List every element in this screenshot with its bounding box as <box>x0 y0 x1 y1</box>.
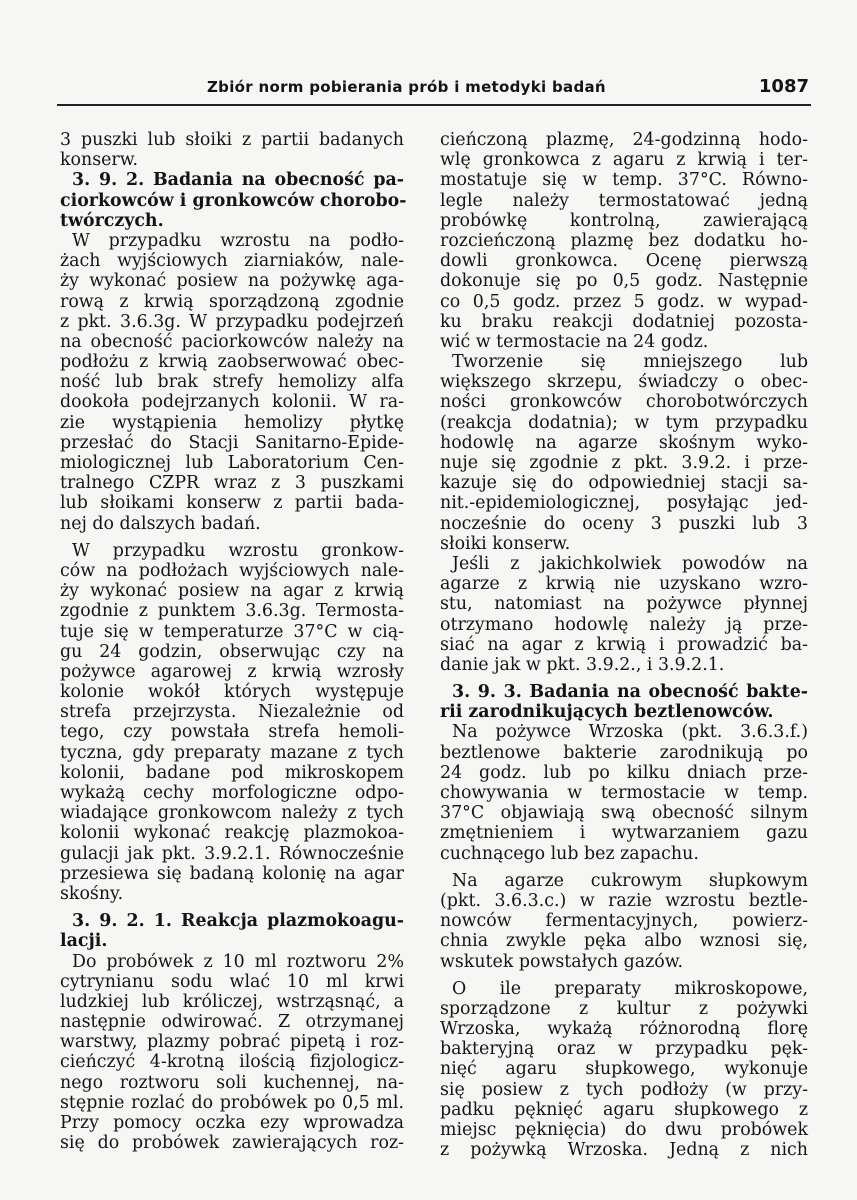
header-rule <box>57 104 811 106</box>
text-line: chnia zwykle pęka albo wznosi się, <box>440 931 808 952</box>
text-line: zmętnieniem i wytwarzaniem gazu <box>440 823 808 844</box>
text-line: 3 puszki lub słoiki z partii badanych <box>60 130 404 150</box>
text-line: nej do dalszych badań. <box>60 513 261 534</box>
text-line: ży wykonać posiew na agar z krwią <box>60 581 404 602</box>
text-line: Na pożywce Wrzoska (pkt. 3.6.3.f.) <box>452 722 808 743</box>
text-line: się posiew z tych podłoży (w przy- <box>440 1079 808 1100</box>
text-line: Przy pomocy oczka ezy wprowadza <box>60 1113 404 1133</box>
text-line: stu, natomiast na pożywce płynnej <box>440 594 808 615</box>
text-line: kolonii, badane pod mikroskopem <box>60 762 404 783</box>
text-line: mostatuje się w temp. 37°C. Równo- <box>440 170 808 191</box>
text-line: nocześnie do oceny 3 puszki lub 3 <box>440 513 808 534</box>
text-line: tego, czy powstała strefa hemoli- <box>60 722 404 743</box>
text-line: cieńczoną plazmę, 24-godzinną hodo- <box>440 130 808 150</box>
text-line: podłożu z krwią zaobserwować obec- <box>60 352 404 373</box>
text-line: stępnie rozlać do probówek po 0,5 ml. <box>60 1092 404 1113</box>
text-line: tralnego CZPR wraz z 3 puszkami <box>60 473 404 494</box>
text-line: miologicznej lub Laboratorium Cen- <box>60 453 404 473</box>
text-line: otrzymano hodowlę należy ją prze- <box>440 614 808 635</box>
running-title: Zbiór norm pobierania prób i metodyki badań <box>207 78 606 96</box>
text-line: większego skrzepu, świadczy o obec- <box>440 372 808 393</box>
text-line: kolonie wokół których występuje <box>60 682 404 703</box>
text-line: (pkt. 3.6.3.c.) w razie wzrostu beztle- <box>440 890 808 911</box>
text-line: 3. 9. 2. Badania na obecność pa- <box>72 170 404 191</box>
text-line: 24 godz. lub po kilku dniach prze- <box>440 762 808 783</box>
text-line: warstwy, plazmy pobrać pipetą i roz- <box>60 1032 404 1053</box>
text-line: ku braku reakcji dodatniej pozosta- <box>440 311 808 332</box>
text-line: probówkę kontrolną, zawierającą <box>440 210 808 231</box>
text-line: ludzkiej lub króliczej, wstrząsnąć, a <box>60 991 404 1012</box>
text-line: się do probówek zawierających roz- <box>60 1133 404 1154</box>
text-line: gu 24 godzin, obserwując czy na <box>60 641 404 662</box>
text-line: rii zarodnikujących beztlenowców. <box>440 702 774 723</box>
text-line: rozcieńczoną plazmę bez dodatku ho- <box>440 230 808 251</box>
text-line: hodowlę na agarze skośnym wyko- <box>440 432 808 453</box>
text-line: cieńczyć 4-krotną ilością fizjologicz- <box>60 1052 404 1073</box>
text-line: legle należy termostatować jedną <box>440 190 808 211</box>
text-line: W przypadku wzrostu na podło- <box>72 230 404 251</box>
text-line: rową z krwią sporządzoną zgodnie <box>60 291 404 312</box>
text-line: O ile preparaty mikroskopowe, <box>452 978 808 999</box>
text-line: zie wystąpienia hemolizy płytkę <box>60 412 404 433</box>
text-line: beztlenowe bakterie zarodnikują po <box>440 742 808 763</box>
text-line: twórczych. <box>60 210 164 231</box>
text-line: z pkt. 3.6.3g. W przypadku podejrzeń <box>60 311 404 332</box>
text-line: cytrynianu sodu wlać 10 ml krwi <box>60 971 404 992</box>
left-column <box>60 130 407 1154</box>
text-line: (reakcja dodatnia); w tym przypadku <box>440 412 808 433</box>
text-line: danie jak w pkt. 3.9.2., i 3.9.2.1. <box>440 654 725 675</box>
text-line: Do probówek z 10 ml roztworu 2% <box>72 951 404 972</box>
text-line: z pożywką Wrzoska. Jedną z nich <box>440 1140 808 1161</box>
text-line: przesłać do Stacji Sanitarno-Epide- <box>60 432 404 453</box>
text-line: wić w termostacie na 24 godz. <box>440 331 709 352</box>
text-line: kazuje się do odpowiedniej stacji sa- <box>440 473 808 494</box>
text-line: W przypadku wzrostu gronkow- <box>72 540 404 561</box>
text-line: wykażą cechy morfologiczne odpo- <box>60 783 404 803</box>
text-line: tuje się w temperaturze 37°C w cią- <box>60 621 404 642</box>
text-line: pożywce agarowej z krwią wzrosły <box>60 661 404 682</box>
text-line: agarze z krwią nie uzyskano wzro- <box>440 574 808 595</box>
text-line: nit.-epidemiologicznej, posyłając jed- <box>440 493 808 514</box>
text-line: bakteryjną oraz w przypadku pęk- <box>440 1039 808 1060</box>
text-line: nowców fermentacyjnych, powierz- <box>440 911 808 932</box>
text-line: sporządzone z kultur z pożywki <box>440 998 808 1019</box>
text-line: nięć agaru słupkowego, wykonuje <box>440 1059 808 1080</box>
text-line: dookoła podejrzanych kolonii. W ra- <box>60 392 404 413</box>
text-line: wskutek powstałych gazów. <box>440 951 684 972</box>
text-line: lub słoikami konserw z partii bada- <box>60 493 404 514</box>
text-line: konserw. <box>60 150 139 171</box>
text-line: tyczna, gdy preparaty mazane z tych <box>60 742 404 763</box>
text-line: Tworzenie się mniejszego lub <box>452 352 808 373</box>
text-line: wlę gronkowca z agaru z krwią i ter- <box>440 150 808 171</box>
text-line: skośny. <box>60 883 124 904</box>
text-line: Jeśli z jakichkolwiek powodów na <box>452 553 808 574</box>
text-line: 3. 9. 2. 1. Reakcja plazmokoagu- <box>72 911 404 932</box>
text-line: ność lub brak strefy hemolizy alfa <box>60 372 404 393</box>
text-line: dowli gronkowca. Ocenę pierwszą <box>440 251 808 272</box>
text-line: kolonii wykonać reakcję plazmokoa- <box>60 823 404 844</box>
text-line: następnie odwirować. Z otrzymanej <box>60 1012 404 1033</box>
text-line: dokonuje się po 0,5 godz. Następnie <box>440 271 808 292</box>
text-line: cuchnącego lub bez zapachu. <box>440 843 699 864</box>
text-line: słoiki konserw. <box>440 533 571 554</box>
text-line: nuje się zgodnie z pkt. 3.9.2. i prze- <box>440 453 808 473</box>
text-line: miejsc pęknięcia) do dwu probówek <box>440 1120 808 1140</box>
text-line: 3. 9. 3. Badania na obecność bakte- <box>452 682 808 703</box>
text-line: na obecność paciorkowców należy na <box>60 331 404 352</box>
text-line: przesiewa się badaną kolonię na agar <box>60 863 404 884</box>
text-line: siać na agar z krwią i prowadzić ba- <box>440 634 808 655</box>
text-line: ców na podłożach wyjściowych nale- <box>60 560 404 581</box>
running-header <box>57 76 809 106</box>
text-line: gulacji jak pkt. 3.9.2.1. Równocześnie <box>60 843 404 864</box>
text-line: wiadające gronkowcom należy z tych <box>60 803 404 824</box>
text-line: padku pęknięć agaru słupkowego z <box>440 1099 808 1120</box>
text-line: ności gronkowców chorobotwórczych <box>440 392 808 413</box>
text-line: ciorkowców i gronkowców chorobo- <box>60 190 407 211</box>
page-number: 1087 <box>758 76 809 97</box>
text-line: 37°C objawiają swą obecność silnym <box>440 803 808 824</box>
text-line: co 0,5 godz. przez 5 godz. w wypad- <box>440 291 808 312</box>
text-line: nego roztworu soli kuchennej, na- <box>60 1072 404 1093</box>
text-line: chowywania w termostacie w temp. <box>440 783 808 803</box>
text-line: żach wyjściowych ziarniaków, nale- <box>60 251 404 272</box>
text-line: strefa przejrzysta. Niezależnie od <box>60 702 404 723</box>
text-line: Wrzoska, wykażą różnorodną florę <box>440 1019 808 1040</box>
text-line: zgodnie z punktem 3.6.3g. Termosta- <box>60 601 404 622</box>
text-line: lacji. <box>60 931 108 952</box>
text-line: ży wykonać posiew na pożywkę aga- <box>60 271 404 292</box>
text-line: Na agarze cukrowym słupkowym <box>452 870 808 891</box>
right-column <box>440 130 808 1160</box>
